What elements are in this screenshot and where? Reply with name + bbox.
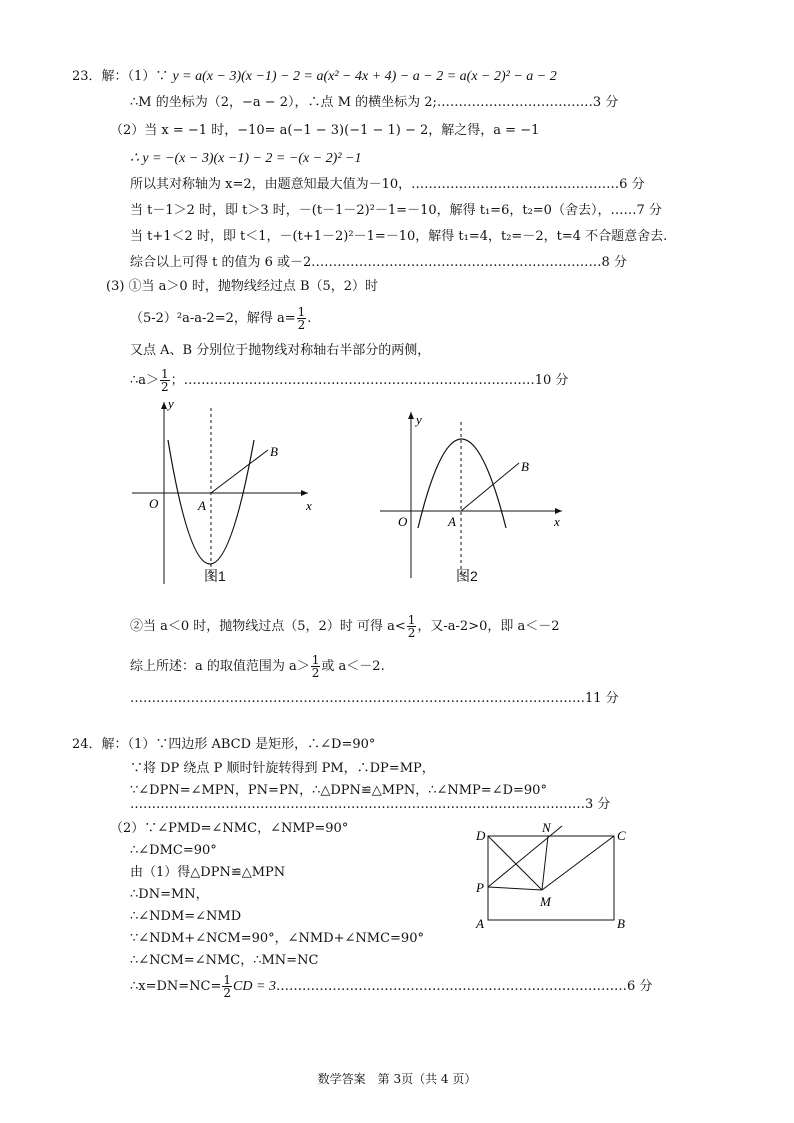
segment-dm — [488, 836, 542, 890]
q23-text-2: ∴M 的坐标为（2，−a − 2），∴点 M 的横坐标为 2; — [130, 95, 437, 110]
q23-text-10b: . — [307, 311, 312, 326]
fraction-half — [407, 614, 417, 639]
q24-text-4: （2）∵∠PMD=∠NMC，∠NMP=90° — [110, 821, 349, 836]
x-axis-arrow — [301, 490, 308, 496]
q23-line-8 — [130, 254, 627, 272]
q23-text-3: （2）当 x = −1 时，−10= a(−1 − 3)(−1 − 1) − 2，解之得，a = −1 — [110, 123, 540, 138]
q23-text-5: 所以其对称轴为 x=2，由题意知最大值为－10， — [130, 177, 412, 192]
q24-line-4 — [110, 820, 348, 838]
fraction-denominator: 2 — [161, 380, 169, 394]
q23-text-14: 综上所述：a 的取值范围为 a＞ — [130, 659, 310, 674]
q24-line-3-score — [130, 796, 610, 814]
q24-text-3: ∵∠DPN=∠MPN，PN=PN，∴△DPN≌△MPN，∴∠NMP=∠D=90° — [130, 783, 547, 798]
q23-text-10: （5-2）²a-a-2=2，解得 a= — [130, 311, 296, 326]
q24-text-2: ∵将 DP 绕点 P 顺时针旋转得到 PM，∴DP=MP， — [130, 761, 435, 776]
q24-text-10: ∴∠NCM=∠NMC，∴MN=NC — [130, 953, 319, 968]
segment-nm — [542, 836, 548, 890]
dot-leader: …………………………………………………………………………………………… — [130, 797, 585, 812]
rectangle-figure — [470, 818, 630, 934]
point-a-label: A — [476, 916, 484, 931]
point-n-label: N — [542, 820, 551, 835]
q24-line-11 — [130, 972, 652, 1002]
q23-line-15 — [130, 690, 619, 708]
point-d-label: D — [476, 828, 486, 843]
segment-ab — [211, 450, 268, 493]
fraction-denominator: 2 — [223, 986, 232, 1000]
figure-1-caption: 图1 — [204, 568, 226, 584]
q24-line-6 — [130, 864, 285, 882]
fraction-half — [160, 368, 170, 393]
q23-text-9: (3) ①当 a＞0 时，抛物线经过点 B（5，2）时 — [106, 279, 379, 294]
point-a-label: A — [448, 514, 456, 529]
q23-line-1 — [72, 68, 557, 86]
fraction-half — [297, 306, 307, 331]
x-axis-label: x — [306, 498, 312, 513]
score-11: 11 分 — [585, 691, 619, 706]
score-3: 3 分 — [592, 95, 619, 110]
q23-line-9 — [106, 278, 378, 296]
y-axis-arrow — [408, 412, 414, 419]
origin-label: O — [398, 514, 408, 529]
fraction-numerator: 1 — [297, 305, 306, 319]
q23-text-12b: ； — [170, 373, 184, 388]
fraction-numerator: 1 — [223, 973, 232, 987]
q24-line-2 — [130, 760, 435, 778]
point-b-label: B — [270, 444, 278, 459]
parabola — [418, 439, 506, 528]
point-b-label: B — [617, 916, 625, 931]
q24-line-7 — [130, 886, 209, 904]
q24-text-1: 24．解：（1）∵四边形 ABCD 是矩形，∴∠D=90° — [72, 737, 376, 752]
fraction-half — [311, 654, 321, 679]
q23-number: 23．解： — [72, 69, 128, 84]
q23-line-14 — [130, 652, 385, 682]
q23-text-13: ②当 a＜0 时，抛物线过点（5，2）时 可得 a< — [130, 619, 406, 634]
q24-line-10 — [130, 952, 318, 970]
q23-line-7 — [130, 228, 667, 246]
score-3: 3 分 — [585, 797, 611, 812]
q24-text-9: ∵∠NDM+∠NCM=90°，∠NMD+∠NMC=90° — [130, 931, 424, 946]
q24-line-5 — [130, 842, 217, 860]
q23-line-5 — [130, 176, 645, 194]
x-axis-label: x — [554, 514, 560, 529]
q23-line-13 — [130, 612, 560, 642]
score-10: 10 分 — [534, 373, 569, 388]
fraction-half — [222, 974, 232, 999]
y-axis-arrow — [161, 402, 167, 409]
q23-formula-4: ∴ y = −(x − 3)(x −1) − 2 = −(x − 2)² −1 — [130, 151, 362, 166]
q23-text-7: 当 t+1＜2 时，即 t＜1，－(t+1－2)²－1=－10，解得 t₁=4，t₂=－2，t=4 不合题意舍去. — [130, 229, 668, 244]
segment-pm — [488, 887, 542, 890]
score-7: 7 分 — [636, 203, 662, 218]
origin-label: O — [149, 496, 159, 511]
q23-formula-1: y = a(x − 3)(x −1) − 2 = a(x² − 4x + 4) − a − 2 = a(x − 2)² − a − 2 — [172, 69, 557, 84]
point-b-label: B — [521, 459, 529, 474]
q23-line-12 — [130, 366, 568, 396]
figure-2 — [376, 408, 576, 588]
figure-2-caption: 图2 — [456, 568, 478, 584]
segment-mc — [542, 836, 614, 890]
score-6: 6 分 — [626, 979, 653, 994]
point-m-label: M — [540, 894, 551, 909]
q23-text-8: 综合以上可得 t 的值为 6 或－2. — [130, 255, 316, 270]
dot-leader: ………………………………………………………… — [315, 255, 602, 270]
rectangle-abcd — [488, 836, 614, 920]
point-a-label: A — [198, 498, 206, 513]
dot-leader: ………………………………………… — [411, 177, 620, 192]
q23-line-6 — [130, 202, 662, 220]
q23-line-11 — [130, 342, 430, 360]
segment-ab — [461, 463, 519, 511]
dot-leader: ……………………………………………………………………… — [183, 373, 535, 388]
q23-text-14b: 或 a＜－2. — [321, 659, 385, 674]
fraction-numerator: 1 — [311, 653, 320, 667]
page-footer: 数学答案 第 3页（共 4 页） — [317, 1072, 477, 1086]
q24-text-6: 由（1）得△DPN≌△MPN — [130, 865, 286, 880]
q23-line-2 — [130, 94, 618, 112]
q23-text-12: ∴a＞ — [130, 373, 160, 388]
point-p-label: P — [476, 880, 484, 895]
dot-leader: …… — [610, 203, 637, 218]
point-c-label: C — [617, 828, 626, 843]
figure-1 — [126, 398, 326, 588]
q24-text-8: ∴∠NDM=∠NMD — [130, 909, 242, 924]
q24-line-1 — [72, 736, 375, 754]
fraction-denominator: 2 — [311, 666, 320, 680]
score-8: 8 分 — [601, 255, 627, 270]
fraction-numerator: 1 — [407, 613, 416, 627]
q23-line-3 — [110, 122, 539, 140]
q24-text-11: ∴x=DN=NC= — [130, 979, 222, 994]
dot-leader: ……………………………………………………………………… — [275, 979, 627, 994]
q23-text-11: 又点 A、B 分别位于抛物线对称轴右半部分的两侧， — [130, 343, 431, 358]
q24-line-8 — [130, 908, 241, 926]
fraction-denominator: 2 — [407, 626, 416, 640]
dot-leader: …………………………………………………………………………………………… — [130, 691, 585, 706]
q24-text-5: ∴∠DMC=90° — [130, 843, 217, 858]
q24-line-9 — [130, 930, 424, 948]
q23-line-10 — [130, 304, 311, 334]
y-axis-label: y — [416, 412, 422, 427]
fraction-denominator: 2 — [297, 318, 306, 332]
score-6: 6 分 — [619, 177, 645, 192]
q23-text-13b: ，又-a-2>0，即 a＜－2 — [417, 619, 560, 634]
q23-line-4 — [130, 150, 361, 168]
y-axis-label: y — [168, 398, 174, 411]
dot-leader: ……………………………… — [436, 95, 593, 110]
q23-text-6: 当 t－1＞2 时，即 t＞3 时，－(t－1－2)²－1=－10，解得 t₁=6，t₂=0（舍去）， — [130, 203, 611, 218]
segment-pn — [488, 826, 562, 887]
q24-formula-11: CD = 3 — [233, 979, 276, 994]
q24-text-7: ∴DN=MN， — [130, 887, 209, 902]
fraction-numerator: 1 — [161, 367, 169, 381]
q23-part1-label: （1）∵ — [127, 69, 173, 84]
